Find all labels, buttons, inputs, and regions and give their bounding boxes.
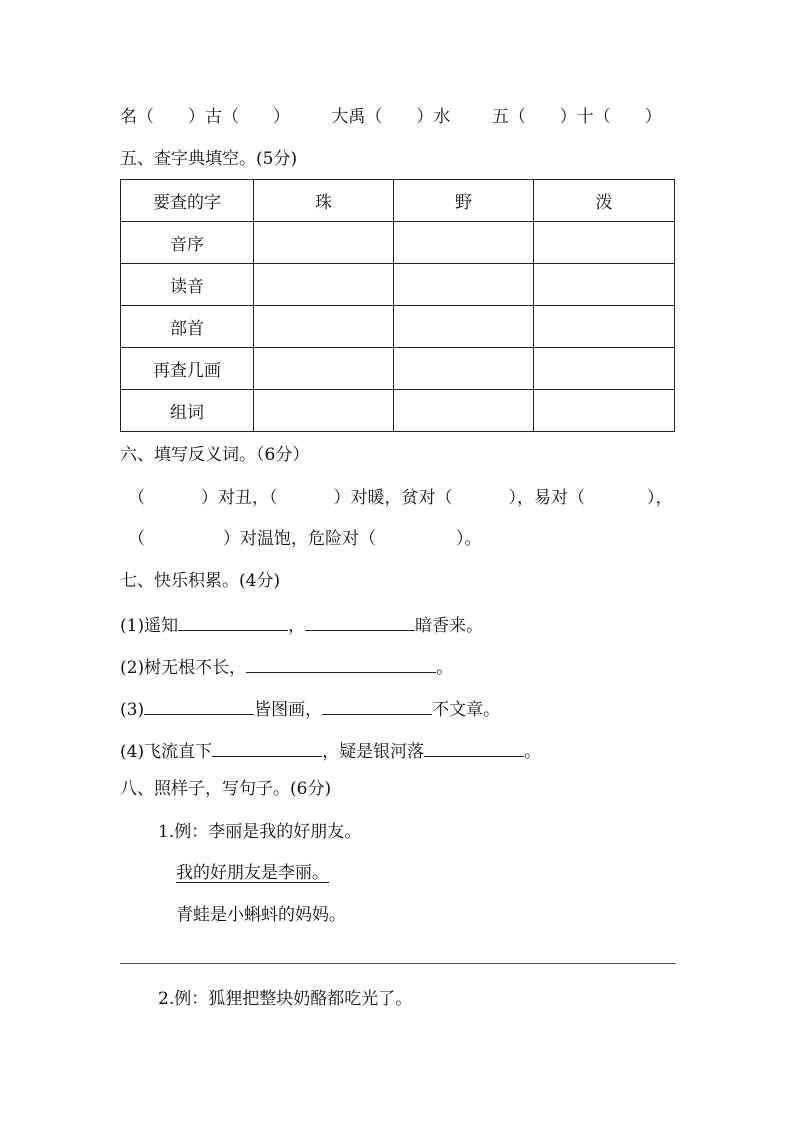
- antonym-text: ）对丑，（: [201, 488, 278, 508]
- answer-cell[interactable]: [534, 390, 675, 432]
- poem-blank[interactable]: [305, 612, 415, 631]
- table-row: [121, 306, 675, 348]
- poem-text: ，疑是银河落: [322, 742, 425, 762]
- row-label: 组词: [121, 390, 254, 432]
- poem-blank[interactable]: [144, 696, 254, 715]
- answer-cell[interactable]: [254, 222, 394, 264]
- poem-text: (3): [120, 700, 145, 720]
- example-1-answer: 我的好朋友是李丽。: [176, 863, 329, 883]
- header-cell: 珠: [254, 180, 394, 222]
- example-1-prompt: 青蛙是小蝌蚪的妈妈。: [176, 905, 346, 925]
- antonym-text: ），: [647, 488, 673, 508]
- poem-text: 不文章。: [432, 700, 501, 720]
- poem-item-2: [120, 654, 453, 679]
- antonym-text: ）。: [456, 529, 482, 549]
- table-row: [121, 390, 675, 432]
- answer-cell[interactable]: [394, 264, 534, 306]
- answer-cell[interactable]: [394, 306, 534, 348]
- answer-cell[interactable]: [394, 348, 534, 390]
- answer-cell[interactable]: [534, 348, 675, 390]
- row-label: 读音: [121, 264, 254, 306]
- poem-item-4: [120, 738, 541, 763]
- antonym-text: ），易对（: [508, 488, 585, 508]
- row-label: 部首: [121, 306, 254, 348]
- row-label: 再查几画: [121, 348, 254, 390]
- poem-text: 暗香来。: [415, 616, 484, 636]
- antonym-text: ）对温饱，危险对（: [223, 529, 376, 549]
- poem-text: ，: [288, 616, 306, 636]
- antonym-text: （: [128, 529, 145, 549]
- poem-blank[interactable]: [212, 738, 322, 757]
- dictionary-table: [120, 179, 675, 432]
- antonym-text: ）对暖，贫对（: [333, 488, 453, 508]
- row-label: 音序: [121, 222, 254, 264]
- poem-item-3: [120, 696, 500, 721]
- top-line-part-3: 五（ ）十（ ）: [491, 107, 662, 127]
- poem-text: 。: [524, 742, 542, 762]
- poem-blank[interactable]: [424, 738, 524, 757]
- top-line-part-2: 大禹（ ）水: [331, 107, 451, 127]
- poem-text: 。: [436, 658, 454, 678]
- header-cell: 要查的字: [121, 180, 254, 222]
- antonym-line-2: [128, 528, 482, 550]
- top-line-part-1: 名（ ）古（ ）: [120, 107, 290, 127]
- answer-cell[interactable]: [534, 306, 675, 348]
- section5-title: 五、查字典填空。(5分): [120, 149, 298, 169]
- poem-blank[interactable]: [246, 654, 436, 673]
- table-row: [121, 348, 675, 390]
- table-header-row: [121, 180, 675, 222]
- poem-text: 皆图画，: [254, 700, 323, 720]
- example-2-label: 2.例：狐狸把整块奶酪都吃光了。: [158, 989, 413, 1009]
- top-line: [120, 106, 662, 128]
- section6-title: 六、填写反义词。（6分）: [120, 445, 310, 465]
- table-row: [121, 222, 675, 264]
- section7-title: 七、快乐积累。(4分): [120, 571, 281, 591]
- answer-cell[interactable]: [394, 222, 534, 264]
- table-row: [121, 264, 675, 306]
- answer-cell[interactable]: [254, 264, 394, 306]
- answer-cell[interactable]: [254, 348, 394, 390]
- poem-text: (2)树无根不长，: [120, 658, 247, 678]
- section8-title: 八、照样子，写句子。(6分): [120, 779, 332, 799]
- antonym-line-1: [128, 487, 673, 509]
- header-cell: 野: [394, 180, 534, 222]
- header-cell: 泼: [534, 180, 675, 222]
- answer-cell[interactable]: [254, 306, 394, 348]
- poem-blank[interactable]: [322, 696, 432, 715]
- answer-cell[interactable]: [534, 264, 675, 306]
- antonym-text: （: [128, 488, 145, 508]
- answer-line[interactable]: [120, 963, 676, 964]
- poem-text: (4)飞流直下: [120, 742, 213, 762]
- answer-cell[interactable]: [254, 390, 394, 432]
- poem-text: (1)遥知: [120, 616, 179, 636]
- poem-item-1: [120, 612, 483, 637]
- example-1-label: 1.例：李丽是我的好朋友。: [158, 822, 362, 842]
- answer-cell[interactable]: [534, 222, 675, 264]
- answer-cell[interactable]: [394, 390, 534, 432]
- poem-blank[interactable]: [178, 612, 288, 631]
